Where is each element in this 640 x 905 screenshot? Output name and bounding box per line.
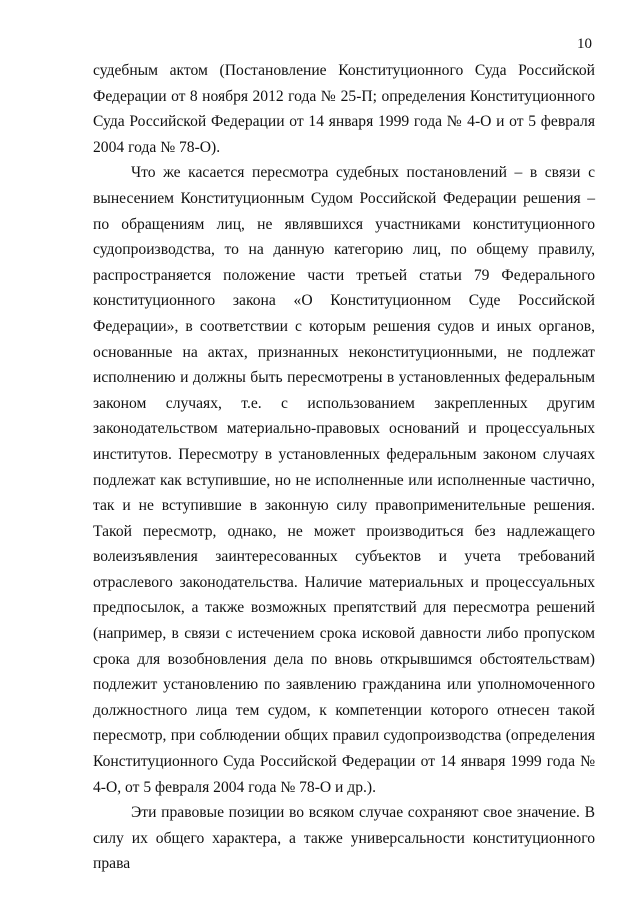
paragraph-review-of-decisions: Что же касается пересмотра судебных постановлений – в связи с вынесением Конституционным Судом Российской Федерации решения – по обращениям лиц, не являвшихся участниками конституционного судопроизводства, то на данную категорию лиц, по общему правилу, распространяется положение части третьей статьи 79 Федерального конституционного закона «О Конституционном Суде Российской Федерации», в соответствии с которым решения судов и иных органов, основанные на актах, признанных неконституционными, не подлежат исполнению и должны быть пересмотрены в установленных федеральным законом случаях, т.е. с использованием закрепленных другим законодательством материально-правовых оснований и процессуальных институтов. Пересмотру в установленных федеральным законом случаях подлежат как вступившие, но не исполненные или исполненные частично, так и не вступившие в законную силу правоприменительные решения. Такой пересмотр, однако, не может производиться без надлежащего волеизъявления заинтересованных субъектов и учета требований отраслевого законодательства. Наличие материальных и процессуальных предпосылок, а также возможных препятствий для пересмотра решений (например, в связи с истечением срока исковой давности либо пропуском срока для возобновления дела по вновь открывшимся обстоятельствам) подлежит установлению по заявлению гражданина или уполномоченного должностного лица тем судом, к компетенции которого отнесен такой пересмотр, при соблюдении общих правил судопроизводства (определения Конституционного Суда Российской Федерации от 14 января 1999 года № 4-О, от 5 февраля 2004 года № 78-О и др.). [93,164,595,796]
paragraph-legal-positions: Эти правовые позиции во всяком случае сохраняют свое значение. В силу их общего характера, а также универсальности конституционного права [93,804,595,873]
document-body [93,58,595,877]
paragraph-continuation: судебным актом (Постановление Конституционного Суда Российской Федерации от 8 ноября 2012 года № 25-П; определения Конституционного Суда Российской Федерации от 14 января 1999 года № 4-О и от 5 февраля 2004 года № 78-О). [93,62,595,156]
page-number: 10 [577,36,592,52]
